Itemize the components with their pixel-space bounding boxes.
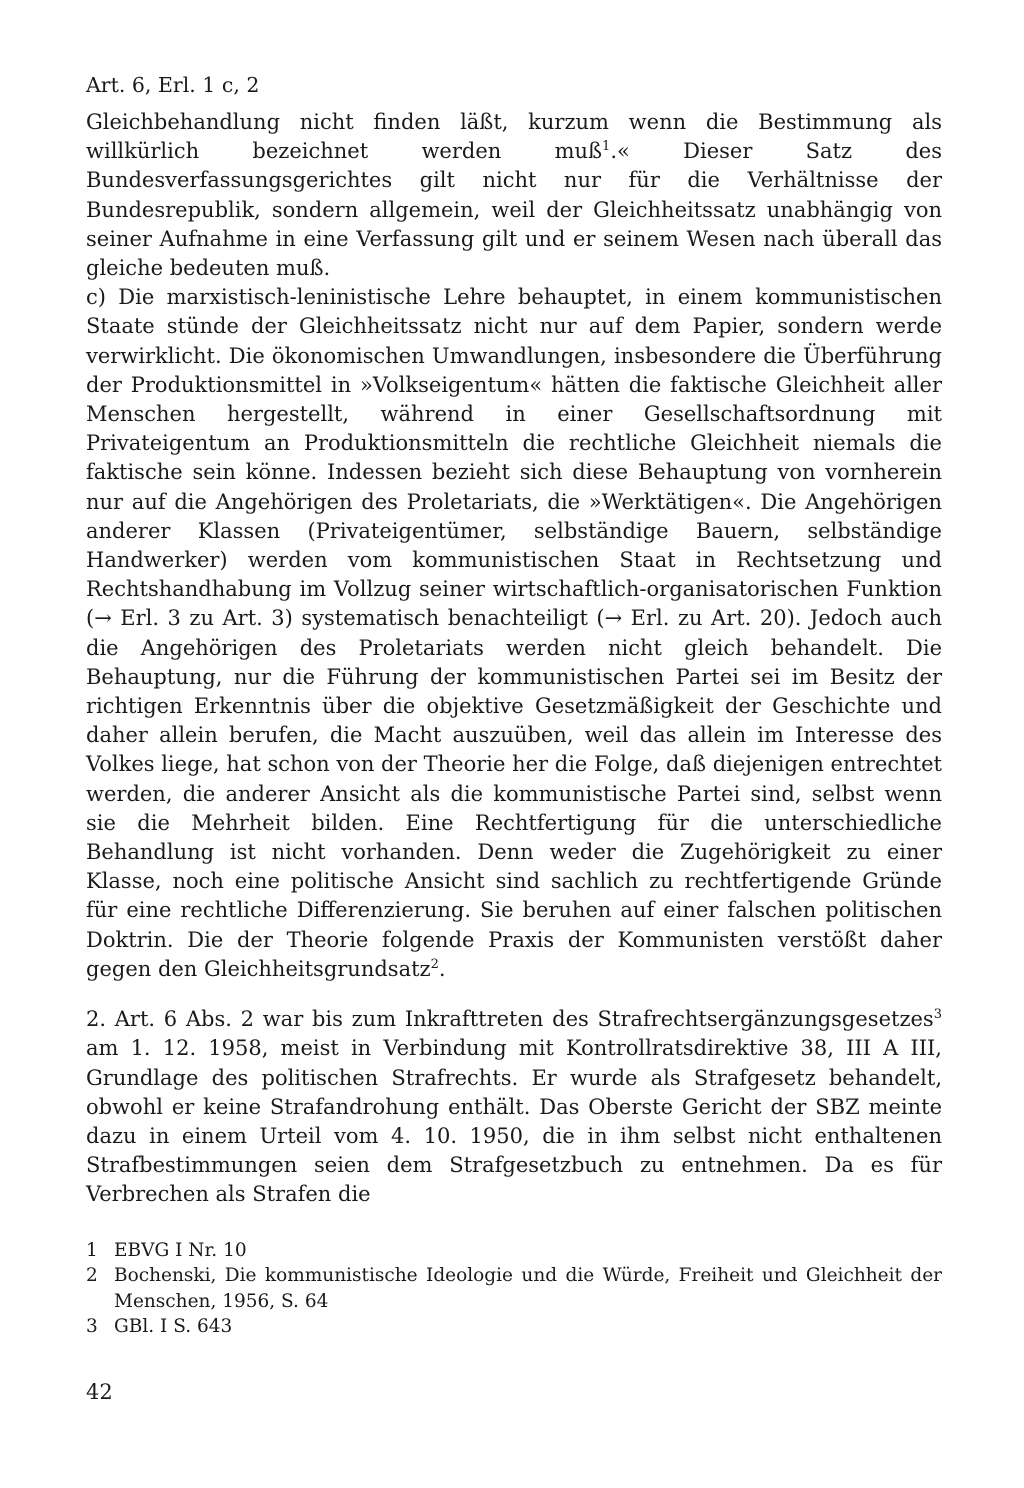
paragraph-text: c) Die marxistisch-leninistische Lehre behauptet, in einem kommunistischen Staate stünde der Gleichheitssatz nicht nur auf dem Papier, sondern werde verwirklicht. Die ökonomischen Umwandlungen, insbesondere die Überführung der Produktionsmittel in »Volkseigentum« hätten die faktische Gleichheit aller Menschen hergestellt, während in einer Gesellschaftsordnung mit Privateigentum an Produktionsmitteln die rechtliche Gleichheit niemals die faktische sein könne. Indessen bezieht sich diese Behauptung von vornherein nur auf die Angehörigen des Proletariats, die »Werktätigen«. Die Angehörigen anderer Klassen (Privateigentümer, selbständige Bauern, selbständige Handwerker) werden vom kommunistischen Staat in Rechtsetzung und Rechtshandhabung im Vollzug seiner wirtschaftlich-organisatorischen Funktion (→ Erl. 3 zu Art. 3) systematisch benachteiligt (→ Erl. zu Art. 20). Jedoch auch die Angehörigen des Proletariats werden nicht gleich behandelt. Die Behauptung, nur die Führung der kommunistischen Partei sei im Besitz der richtigen Erkenntnis über die objektive Gesetzmäßigkeit der Geschichte und daher allein berufen, die Macht auszuüben, weil das allein im Interesse des Volkes liege, hat schon von der Theorie her die Folge, daß diejenigen entrechtet werden, die anderer Ansicht als die kommunistische Partei sind, selbst wenn sie die Mehrheit bilden. Eine Rechtfertigung für die unterschiedliche Behandlung ist nicht vorhanden. Denn weder die Zugehörigkeit zu einer Klasse, noch eine politische Ansicht sind sachlich zu rechtfertigende Gründe für eine rechtliche Differenzierung. Sie beruhen auf einer falschen politischen Doktrin. Die der Theorie folgende Praxis der Kommunisten verstößt daher gegen den Gleichheitsgrundsatz bbox=[86, 285, 942, 981]
paragraph-text: am 1. 12. 1958, meist in Verbindung mit Kontrollratsdirektive 38, III A III, Grundlage des politischen Strafrechts. Er wurde als Strafgesetz behandelt, obwohl er keine Strafandrohung enthält. Das Oberste Gericht der SBZ meinte dazu in einem Urteil vom 4. 10. 1950, die in ihm selbst nicht enthaltenen Strafbestimmungen seien dem Strafgesetzbuch zu entnehmen. Da es für Verbrechen als Strafen die bbox=[86, 1036, 942, 1207]
paragraph-text: Gleichbehandlung nicht finden läßt, kurzum wenn die Bestimmung als willkürlich bezeichnet werden muß bbox=[86, 110, 942, 164]
page-number: 42 bbox=[86, 1379, 113, 1404]
footnote-3 bbox=[86, 1314, 942, 1340]
running-head: Art. 6, Erl. 1 c, 2 bbox=[86, 73, 260, 97]
footnote-ref-3: 3 bbox=[933, 1007, 942, 1023]
footnote-ref-1: 1 bbox=[602, 139, 611, 155]
body-paragraph-2 bbox=[86, 283, 942, 984]
paragraph-text: 2. Art. 6 Abs. 2 war bis zum Inkrafttreten des Strafrechtsergänzungsgesetzes bbox=[86, 1007, 934, 1032]
book-page bbox=[86, 70, 942, 1406]
footnote-ref-2: 2 bbox=[430, 956, 439, 972]
footnote-1 bbox=[86, 1238, 942, 1264]
paragraph-text: . bbox=[438, 956, 446, 981]
body-paragraph-3 bbox=[86, 1005, 942, 1209]
footnotes bbox=[86, 1238, 942, 1340]
footnote-text: Bochenski, Die kommunistische Ideologie und die Würde, Freiheit und Gleichheit der Menschen, 1956, S. 64 bbox=[114, 1265, 942, 1312]
footnote-text: GBl. I S. 643 bbox=[114, 1316, 233, 1338]
paragraph-spacer bbox=[86, 984, 942, 1005]
footnote-text: EBVG I Nr. 10 bbox=[114, 1239, 247, 1261]
footnote-number: 3 bbox=[86, 1316, 98, 1338]
footnote-2 bbox=[86, 1263, 942, 1314]
paragraph-text: .« Dieser Satz des Bundesverfassungsgerichtes gilt nicht nur für die Verhältnisse der Bundesrepublik, sondern allgemein, weil der Gleichheitssatz unabhängig von seiner Aufnahme in eine Verfassung gilt und er seinem Wesen nach überall das gleiche bedeuten muß. bbox=[86, 139, 942, 281]
footnote-number: 2 bbox=[86, 1265, 98, 1287]
footnote-number: 1 bbox=[86, 1239, 98, 1261]
body-paragraph-1 bbox=[86, 108, 942, 283]
